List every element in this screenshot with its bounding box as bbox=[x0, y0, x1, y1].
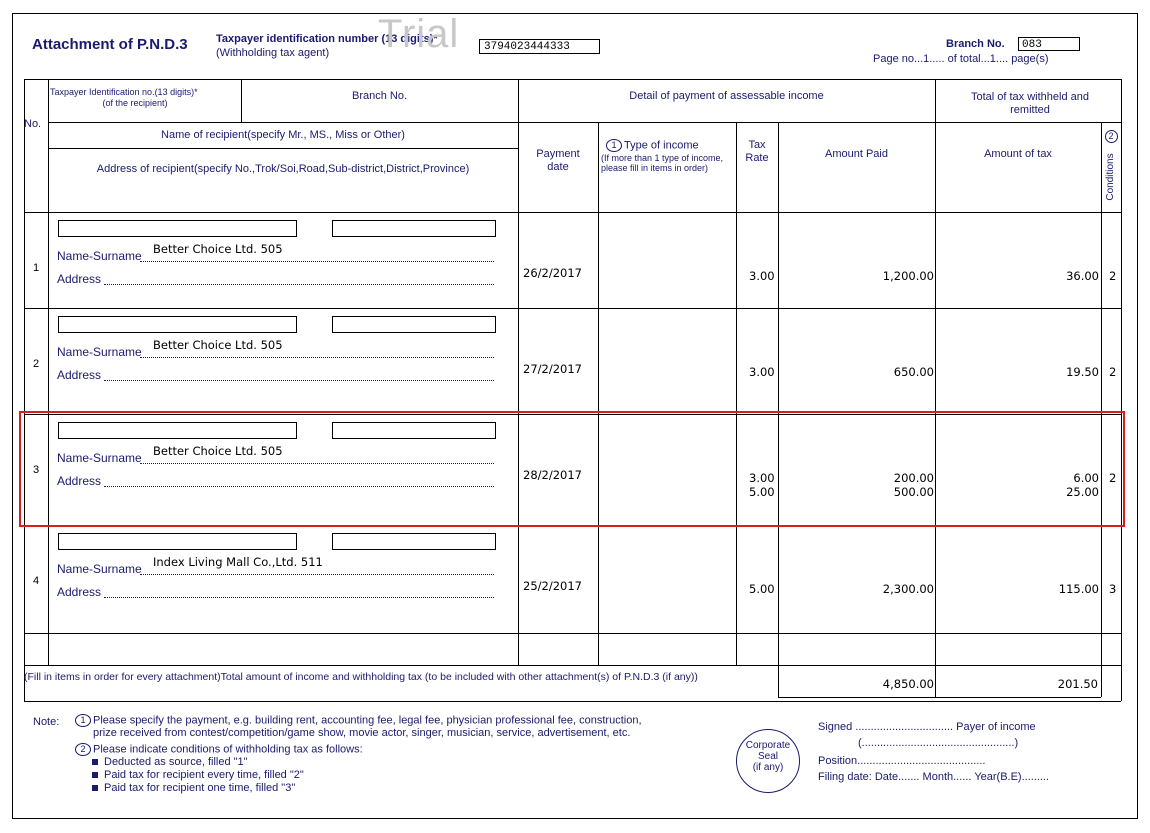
signature-name-line: (..................................................) bbox=[858, 737, 1019, 749]
col-amount-tax: Amount of tax bbox=[984, 148, 1052, 160]
condition-2: Paid tax for recipient every time, filled "2" bbox=[92, 769, 304, 781]
row-number: 2 bbox=[33, 358, 40, 370]
address-label: Address bbox=[57, 272, 102, 286]
name-surname-label: Name-Surname bbox=[57, 562, 142, 576]
tax-rate: 3.00 bbox=[749, 269, 775, 283]
tax-rate: 3.00 bbox=[749, 471, 775, 485]
circled-number-1: 1 bbox=[606, 139, 622, 152]
col-type-income-header bbox=[606, 139, 734, 152]
address-label: Address bbox=[57, 585, 102, 599]
note-label: Note: bbox=[33, 716, 60, 728]
recipient-name: Better Choice Ltd. 505 bbox=[153, 444, 283, 458]
row-highlight bbox=[19, 411, 1125, 527]
amount-tax: 6.00 bbox=[1073, 471, 1099, 485]
payment-date: 27/2/2017 bbox=[523, 362, 582, 376]
totals-label: (Fill in items in order for every attachment)Total amount of income and withholding tax (to be included with other attachment(s) of P.N.D.3 (if any)) bbox=[24, 671, 698, 683]
condition-3: Paid tax for recipient one time, filled "3" bbox=[92, 782, 295, 794]
amount-tax: 115.00 bbox=[1058, 582, 1099, 596]
recipient-branch-field[interactable] bbox=[332, 220, 496, 237]
recipient-branch-field[interactable] bbox=[332, 533, 496, 550]
tax-rate: 5.00 bbox=[749, 582, 775, 596]
note-1: 1 Please specify the payment, e.g. building rent, accounting fee, legal fee, physician professional fee, construction, bbox=[75, 714, 735, 727]
branch-field[interactable]: 083 bbox=[1018, 37, 1080, 51]
condition-1: Deducted as source, filled "1" bbox=[92, 756, 248, 768]
col-payment-date: Payment date bbox=[536, 148, 580, 173]
col-detail-payment: Detail of payment of assessable income bbox=[629, 90, 824, 102]
amount-paid: 650.00 bbox=[893, 365, 934, 379]
tax-rate-2: 5.00 bbox=[749, 485, 775, 499]
col-tin-recipient-sub: (of the recipient) bbox=[102, 98, 168, 108]
col-conditions-num: 2 bbox=[1101, 130, 1121, 143]
amount-paid-2: 500.00 bbox=[893, 485, 934, 499]
col-amount-paid: Amount Paid bbox=[825, 148, 888, 160]
recipient-tin-field[interactable] bbox=[58, 220, 297, 237]
address-label: Address bbox=[57, 368, 102, 382]
note-2: 2 Please indicate conditions of withholding tax as follows: bbox=[75, 743, 575, 756]
col-type-income-note: (If more than 1 type of income, please fill in items in order) bbox=[601, 153, 724, 173]
col-address-recipient: Address of recipient(specify No.,Trok/Soi,Road,Sub-district,District,Province) bbox=[96, 163, 470, 175]
note-1-cont: prize received from contest/competition/game show, movie actor, singer, musician, service, advertisement, etc. bbox=[93, 727, 631, 739]
amount-tax-2: 25.00 bbox=[1066, 485, 1099, 499]
amount-tax: 36.00 bbox=[1066, 269, 1099, 283]
condition-code: 2 bbox=[1109, 365, 1117, 379]
recipient-branch-field[interactable] bbox=[332, 316, 496, 333]
col-tin-recipient: Taxpayer Identification no.(13 digits)* bbox=[50, 87, 198, 97]
recipient-name: Index Living Mall Co.,Ltd. 511 bbox=[153, 555, 323, 569]
tin-label: Taxpayer identification number (13 digits)* bbox=[216, 33, 438, 45]
payment-date: 25/2/2017 bbox=[523, 579, 582, 593]
tax-rate: 3.00 bbox=[749, 365, 775, 379]
condition-code: 3 bbox=[1109, 582, 1117, 596]
col-type-income: Type of income bbox=[624, 139, 699, 152]
col-conditions: Conditions bbox=[1105, 153, 1116, 201]
amount-paid: 1,200.00 bbox=[882, 269, 934, 283]
col-name-recipient: Name of recipient(specify Mr., MS., Miss or Other) bbox=[161, 129, 405, 141]
col-tax-rate: Tax Rate bbox=[745, 139, 769, 164]
amount-paid: 2,300.00 bbox=[882, 582, 934, 596]
name-surname-label: Name-Surname bbox=[57, 249, 142, 263]
col-total-tax: Total of tax withheld and remitted bbox=[970, 91, 1090, 116]
position-line: Position.......................................... bbox=[818, 755, 986, 767]
recipient-name: Better Choice Ltd. 505 bbox=[153, 242, 283, 256]
trial-watermark: Trial bbox=[378, 12, 460, 56]
row-number: 3 bbox=[33, 464, 40, 476]
total-amount-tax: 201.50 bbox=[1057, 677, 1098, 691]
amount-paid: 200.00 bbox=[893, 471, 934, 485]
recipient-tin-field[interactable] bbox=[58, 316, 297, 333]
row-number: 1 bbox=[33, 262, 40, 274]
col-no: No. bbox=[24, 118, 42, 130]
recipient-name: Better Choice Ltd. 505 bbox=[153, 338, 283, 352]
branch-label: Branch No. bbox=[946, 38, 1005, 50]
amount-tax: 19.50 bbox=[1066, 365, 1099, 379]
condition-code: 2 bbox=[1109, 471, 1117, 485]
payment-date: 26/2/2017 bbox=[523, 266, 582, 280]
filing-date-line: Filing date: Date....... Month...... Year(B.E)......... bbox=[818, 771, 1050, 783]
address-label: Address bbox=[57, 474, 102, 488]
corporate-seal-stamp: Corporate Seal (if any) bbox=[736, 729, 800, 793]
tin-field[interactable]: 3794023444333 bbox=[479, 39, 600, 54]
row-number: 4 bbox=[33, 575, 40, 587]
form-title: Attachment of P.N.D.3 bbox=[32, 36, 188, 53]
condition-code: 2 bbox=[1109, 269, 1117, 283]
payment-date: 28/2/2017 bbox=[523, 468, 582, 482]
name-surname-label: Name-Surname bbox=[57, 451, 142, 465]
signed-line: Signed ................................ Payer of income bbox=[818, 721, 1036, 733]
tin-sublabel: (Withholding tax agent) bbox=[216, 47, 330, 59]
page-counter: Page no...1..... of total...1.... page(s) bbox=[873, 53, 1049, 65]
name-surname-label: Name-Surname bbox=[57, 345, 142, 359]
col-branch-no: Branch No. bbox=[351, 90, 408, 102]
recipient-tin-field[interactable] bbox=[58, 533, 297, 550]
total-amount-paid: 4,850.00 bbox=[882, 677, 934, 691]
